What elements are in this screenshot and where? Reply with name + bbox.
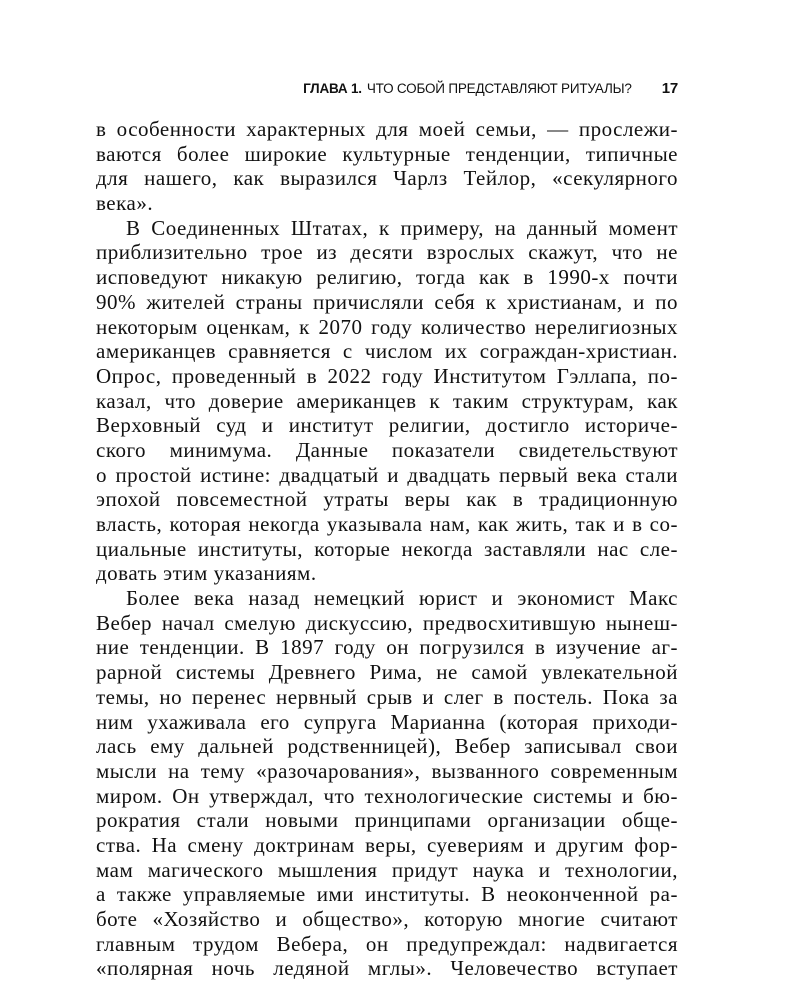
text-line: Вебер начал смелую дискуссию, предвосхитившую нынеш-	[96, 610, 678, 635]
text-line: ства. На смену доктринам веры, суевериям и другим фор-	[96, 832, 678, 857]
text-line: ского минимума. Данные показатели свидетельствуют	[96, 437, 678, 462]
text-line: ним ухаживала его супруга Марианна (которая приходи-	[96, 709, 678, 734]
text-line: исповедуют никакую религию, тогда как в 1990-х почти	[96, 265, 678, 290]
text-line: рарной системы Древнего Рима, не самой увлекательной	[96, 660, 678, 685]
text-line: циальные институты, которые некогда заставляли нас сле-	[96, 536, 678, 561]
text-line: приблизительно трое из десяти взрослых скажут, что не	[96, 240, 678, 265]
text-line: Более века назад немецкий юрист и экономист Макс	[126, 586, 678, 611]
text-line: мысли на тему «разочарования», вызванного современным	[96, 758, 678, 783]
text-line: 90% жителей страны причисляли себя к христианам, и по	[96, 289, 678, 314]
text-line: ние тенденции. В 1897 году он погрузился в изучение аг-	[96, 635, 678, 660]
text-line: для нашего, как выразился Чарлз Тейлор, «секулярного	[96, 166, 678, 191]
text-line: американцев сравняется с числом их сограждан-христиан.	[96, 339, 678, 364]
text-line: казал, что доверие американцев к таким структурам, как	[96, 388, 678, 413]
running-head	[96, 80, 678, 97]
text-line: боте «Хозяйство и общество», которую многие считают	[96, 907, 678, 931]
text-line: Опрос, проведенный в 2022 году Институтом Гэллапа, по-	[96, 363, 678, 388]
text-line: власть, которая некогда указывала нам, как жить, так и в со-	[96, 512, 678, 536]
text-line: довать этим указаниям.	[96, 561, 317, 586]
text-line: а также управляемые ими институты. В неоконченной ра-	[96, 882, 678, 907]
chapter-label: ГЛАВА 1.	[303, 81, 362, 96]
text-line: эпохой повсеместной утраты веры как в традиционную	[96, 487, 678, 512]
text-line: некоторым оценкам, к 2070 году количество нерелигиозных	[96, 314, 678, 339]
text-line: миром. Он утверждал, что технологические системы и бю-	[96, 783, 678, 808]
text-line: темы, но перенес нервный срыв и слег в постель. Пока за	[96, 684, 678, 709]
text-line: В Соединенных Штатах, к примеру, на данный момент	[126, 215, 678, 240]
text-line: о простой истине: двадцатый и двадцать первый века стали	[96, 462, 678, 487]
chapter-title: ЧТО СОБОЙ ПРЕДСТАВЛЯЮТ РИТУАЛЫ?	[366, 81, 632, 96]
text-line: ваются более широкие культурные тенденции, типичные	[96, 141, 678, 166]
text-line: лась ему дальней родственницей), Вебер записывал свои	[96, 734, 678, 759]
body-text	[96, 117, 678, 981]
text-line: в особенности характерных для моей семьи, — прослежи-	[96, 117, 678, 141]
text-line: века».	[96, 191, 154, 216]
text-line: мам магического мышления придут наука и технологии,	[96, 857, 678, 882]
text-line: «полярная ночь ледяной мглы». Человечество вступает	[96, 956, 678, 981]
text-line: рократия стали новыми принципами организации обще-	[96, 808, 678, 833]
text-line: главным трудом Вебера, он предупреждал: надвигается	[96, 931, 678, 956]
text-line: Верховный суд и институт религии, достигло историче-	[96, 413, 678, 438]
page-number: 17	[661, 80, 678, 97]
